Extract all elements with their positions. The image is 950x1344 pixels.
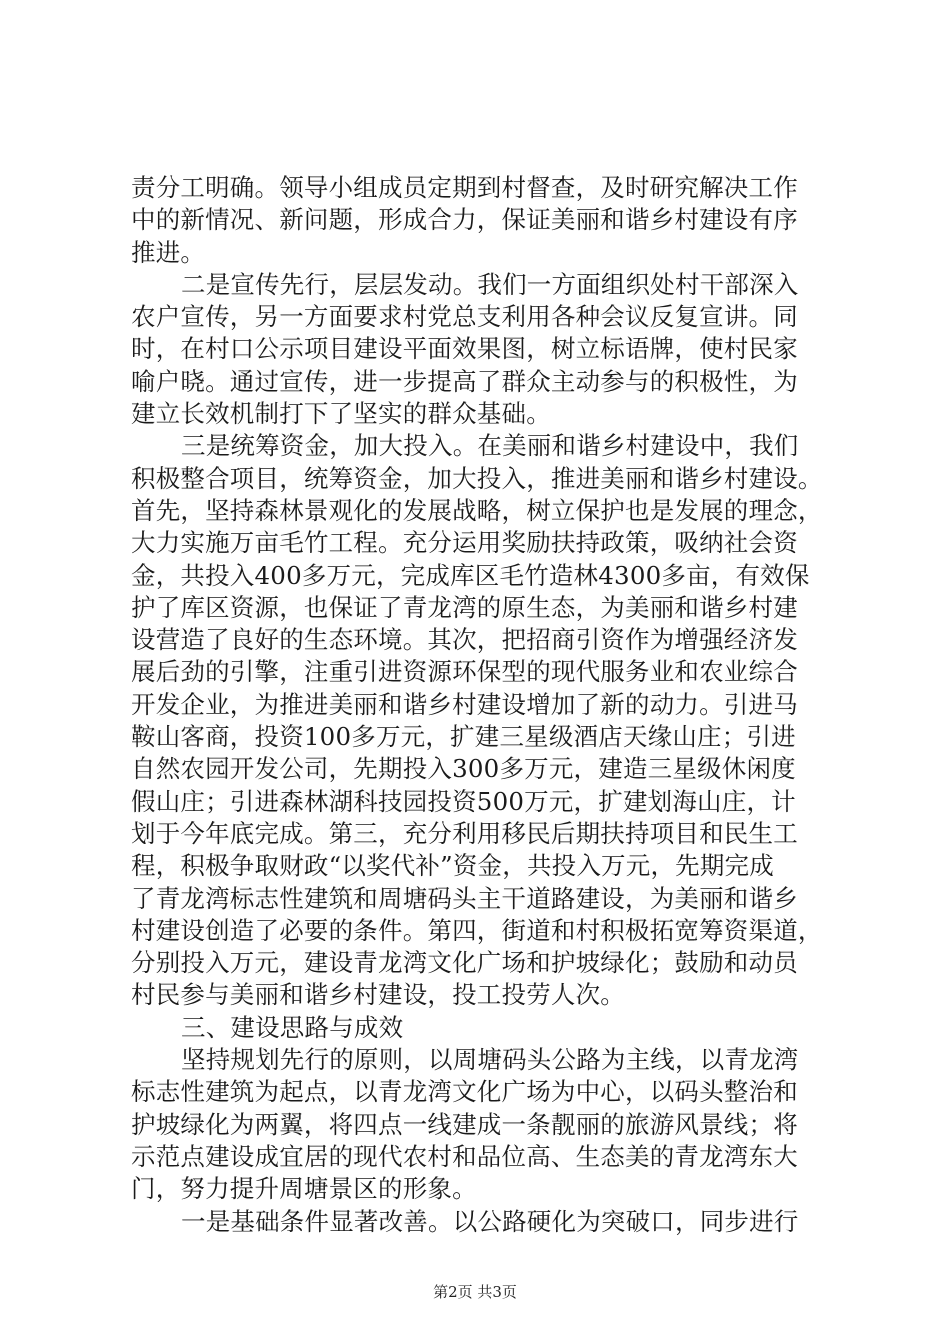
- text-line: 村民参与美丽和谐乡村建设，投工投劳人次。: [131, 980, 625, 1010]
- text-line: 标志性建筑为起点，以青龙湾文化广场为中心，以码头整治和: [131, 1077, 798, 1107]
- text-line: 程，积极争取财政“以奖代补”资金，共投入万元，先期完成: [131, 851, 774, 881]
- text-line: 自然农园开发公司，先期投入300多万元，建造三星级休闲度: [131, 754, 796, 784]
- text-line: 开发企业，为推进美丽和谐乡村建设增加了新的动力。引进马: [131, 689, 798, 719]
- text-line: 假山庄；引进森林湖科技园投资500万元，扩建划海山庄，计: [131, 786, 796, 816]
- text-line: 中的新情况、新问题，形成合力，保证美丽和谐乡村建设有序: [131, 205, 798, 235]
- text-line: 大力实施万亩毛竹工程。充分运用奖励扶持政策，吸纳社会资: [131, 528, 798, 558]
- text-line: 推进。: [131, 237, 206, 267]
- paragraph-start-line: 二是宣传先行，层层发动。我们一方面组织处村干部深入: [181, 269, 799, 299]
- text-line: 责分工明确。领导小组成员定期到村督查，及时研究解决工作: [131, 173, 798, 202]
- page-indicator: 第2页 共3页: [433, 1283, 517, 1301]
- text-line: 积极整合项目，统筹资金，加大投入，推进美丽和谐乡村建设。: [131, 463, 823, 493]
- text-line: 护坡绿化为两翼，将四点一线建成一条靓丽的旅游风景线；将: [131, 1109, 798, 1139]
- text-line: 喻户晓。通过宣传，进一步提高了群众主动参与的积极性，为: [131, 366, 798, 396]
- text-line: 建立长效机制打下了坚实的群众基础。: [131, 399, 551, 429]
- text-line: 设营造了良好的生态环境。其次，把招商引资作为增强经济发: [131, 625, 798, 655]
- text-line: 首先，坚持森林景观化的发展战略，树立保护也是发展的理念，: [131, 495, 823, 525]
- text-line: 村建设创造了必要的条件。第四，街道和村积极拓宽筹资渠道，: [131, 915, 823, 945]
- text-line: 鞍山客商，投资100多万元，扩建三星级酒店天缘山庄；引进: [131, 722, 796, 752]
- paragraph-start-line: 三是统筹资金，加大投入。在美丽和谐乡村建设中，我们: [181, 431, 799, 461]
- paragraph-start-line: 坚持规划先行的原则，以周塘码头公路为主线，以青龙湾: [181, 1045, 799, 1075]
- paragraph-start-line: 一是基础条件显著改善。以公路硬化为突破口，同步进行: [181, 1206, 799, 1236]
- text-line: 时，在村口公示项目建设平面效果图，树立标语牌，使村民家: [131, 334, 798, 364]
- text-line: 农户宣传，另一方面要求村党总支利用各种会议反复宣讲。同: [131, 302, 798, 332]
- section-heading: 三、建设思路与成效: [181, 1012, 404, 1042]
- text-line: 护了库区资源，也保证了青龙湾的原生态，为美丽和谐乡村建: [131, 592, 798, 622]
- body-text: [131, 172, 841, 1238]
- text-line: 了青龙湾标志性建筑和周塘码头主干道路建设，为美丽和谐乡: [131, 883, 798, 913]
- page-footer: [0, 1282, 950, 1302]
- text-line: 示范点建设成宜居的现代农村和品位高、生态美的青龙湾东大: [131, 1141, 798, 1171]
- text-line: 金，共投入400多万元，完成库区毛竹造林4300多亩，有效保: [131, 560, 810, 590]
- text-line: 展后劲的引擎，注重引进资源环保型的现代服务业和农业综合: [131, 657, 798, 687]
- text-line: 分别投入万元，建设青龙湾文化广场和护坡绿化；鼓励和动员: [131, 948, 798, 978]
- text-line: 划于今年底完成。第三，充分利用移民后期扶持项目和民生工: [131, 818, 798, 848]
- text-line: 门，努力提升周塘景区的形象。: [131, 1174, 477, 1204]
